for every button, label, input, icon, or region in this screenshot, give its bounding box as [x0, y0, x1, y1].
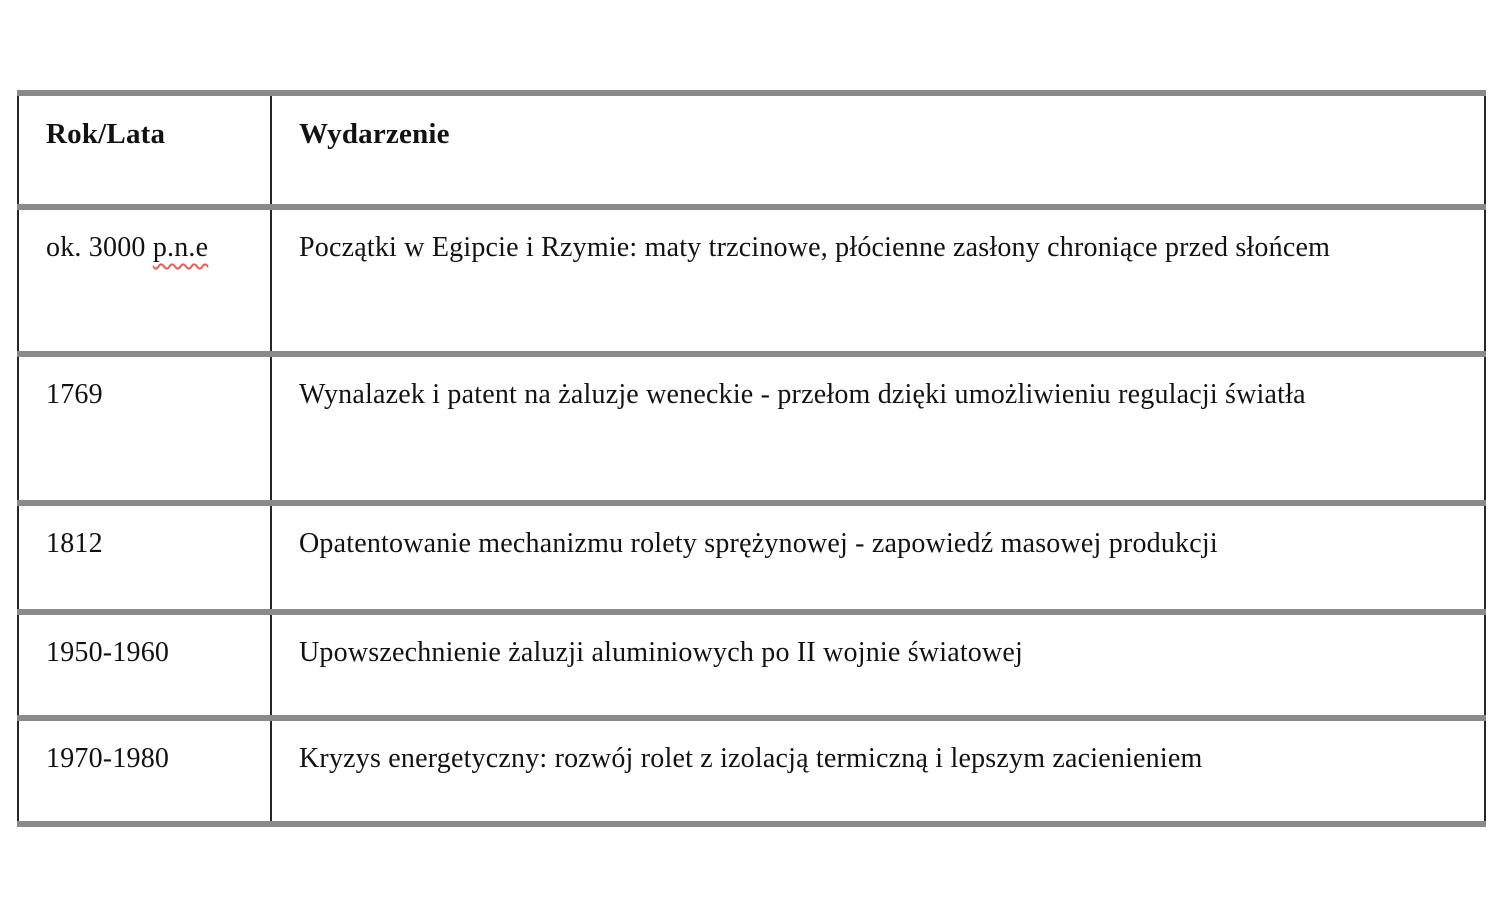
table-header-row — [18, 93, 1485, 207]
year-cell: 1950-1960 — [18, 612, 271, 718]
spellcheck-underlined-text: p.n.e — [152, 232, 209, 263]
event-cell: Początki w Egipcie i Rzymie: maty trzcinowe, płócienne zasłony chroniące przed słońcem — [271, 207, 1485, 354]
year-cell: 1769 — [18, 354, 271, 503]
table-row — [18, 718, 1485, 824]
table-row — [18, 207, 1485, 354]
table-row — [18, 612, 1485, 718]
header-cell-event: Wydarzenie — [271, 93, 1485, 207]
year-cell — [18, 207, 271, 354]
year-text: ok. 3000 — [46, 232, 153, 263]
history-table — [17, 90, 1486, 827]
table-row — [18, 354, 1485, 503]
year-cell: 1812 — [18, 503, 271, 612]
header-cell-year: Rok/Lata — [18, 93, 271, 207]
event-cell: Kryzys energetyczny: rozwój rolet z izolacją termiczną i lepszym zacienieniem — [271, 718, 1485, 824]
event-cell: Wynalazek i patent na żaluzje weneckie - przełom dzięki umożliwieniu regulacji światła — [271, 354, 1485, 503]
event-cell: Upowszechnienie żaluzji aluminiowych po II wojnie światowej — [271, 612, 1485, 718]
event-cell: Opatentowanie mechanizmu rolety sprężynowej - zapowiedź masowej produkcji — [271, 503, 1485, 612]
table-row — [18, 503, 1485, 612]
year-cell: 1970-1980 — [18, 718, 271, 824]
